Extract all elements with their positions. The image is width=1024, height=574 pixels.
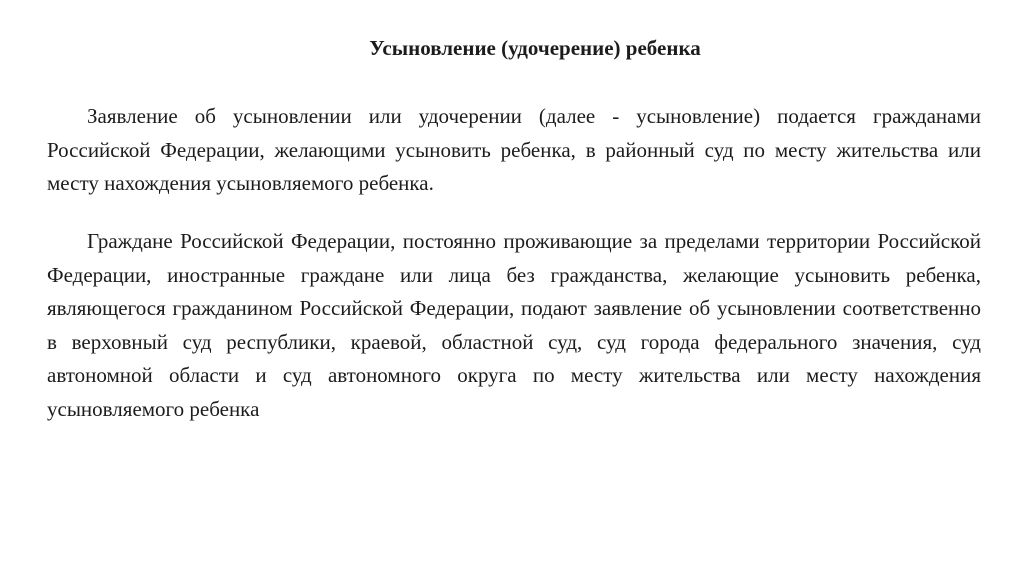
paragraph-adoption-foreign: Граждане Российской Федерации, постоянно проживающие за пределами территории Российской Федерации, иностранные граждане или лица без гражданства, желающие усыновить ребенка, являющегося гражданином Российской Федерации, подают заявление об усыновлении соответственно в верховный суд республики, краевой, областной суд, суд города федерального значения, суд автономной области и суд автономного округа по месту жительства или месту нахождения усыновляемого ребенка (47, 229, 981, 421)
paragraph-adoption-citizens: Заявление об усыновлении или удочерении (далее - усыновление) подается гражданами Российской Федерации, желающими усыновить ребенка, в районный суд по месту жительства или месту нахождения усыновляемого ребенка. (47, 104, 981, 195)
document-title: Усыновление (удочерение) ребенка (369, 36, 701, 60)
